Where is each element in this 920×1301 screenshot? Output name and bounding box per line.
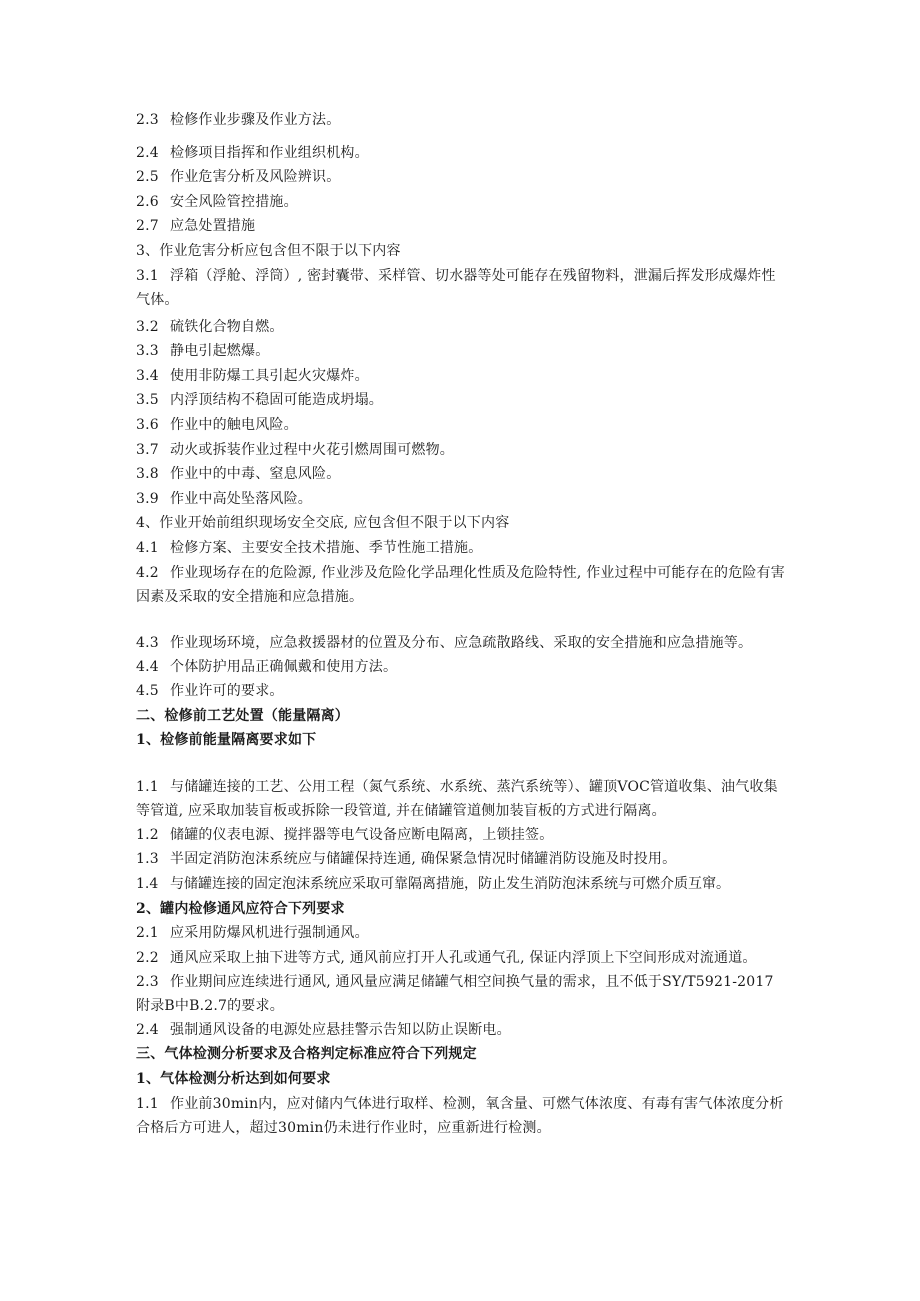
item-number: 3.8 (136, 466, 159, 483)
item-text: 内浮顶结构不稳固可能造成坍塌。 (170, 392, 383, 409)
item-text: 使用非防爆工具引起火灾爆炸。 (170, 367, 369, 384)
spacer (136, 609, 786, 631)
item-2-4 (136, 141, 786, 166)
item-2-3 (136, 108, 786, 133)
item-3-1 (136, 264, 786, 312)
item-text: 作业中的触电风险。 (170, 416, 298, 433)
item-1-3 (136, 847, 786, 872)
item-4-2 (136, 561, 786, 609)
item-number: 1.2 (136, 826, 159, 843)
item-text: 作业中的中毒、窒息风险。 (170, 466, 341, 483)
item-text: 半固定消防泡沫系统应与储罐保持连通, 确保紧急情况时储罐消防设施及时投用。 (170, 851, 677, 868)
item-number: 4.3 (136, 634, 159, 651)
section-4-heading: 4、作业开始前组织现场安全交底, 应包含但不限于以下内容 (136, 515, 510, 532)
item-text: 静电引起燃爆。 (170, 343, 270, 360)
item-2-7 (136, 214, 786, 239)
chapter-2-heading: 二、检修前工艺处置（能量隔离） (136, 707, 349, 724)
item-3-7 (136, 438, 786, 463)
item-number: 2.4 (136, 1021, 159, 1038)
spacer (136, 753, 786, 775)
item-3-5 (136, 388, 786, 413)
item-text: 与储罐连接的工艺、公用工程（氮气系统、水系统、蒸汽系统等）、罐顶VOC管道收集、油气收集等管道, 应采取加装盲板或拆除一段管道, 并在储罐管道侧加装盲板的方式进行隔离。 (136, 778, 778, 819)
subsection-2-heading: 2、罐内检修通风应符合下列要求 (136, 900, 345, 917)
item-number: 4.1 (136, 539, 159, 556)
item-text: 检修项目指挥和作业组织机构。 (170, 144, 369, 161)
item-number: 1.1 (136, 778, 159, 795)
item-text: 检修作业步骤及作业方法。 (170, 112, 341, 128)
item-number: 3.9 (136, 490, 159, 507)
item-number: 3.7 (136, 441, 159, 458)
item-text: 储罐的仪表电源、搅拌器等电气设备应断电隔离，上锁挂签。 (170, 826, 554, 843)
item-number: 1.3 (136, 851, 159, 868)
item-number: 3.4 (136, 367, 159, 384)
item-number: 1.1 (136, 1095, 159, 1112)
item-text: 作业现场环境，应急救援器材的位置及分布、应急疏散路线、采取的安全措施和应急措施等。 (170, 634, 753, 651)
item-text: 作业前30min内，应对储内气体进行取样、检测，氧含量、可燃气体浓度、有毒有害气体浓度分析合格后方可进人，超过30min仍未进行作业时，应重新进行检测。 (136, 1095, 784, 1136)
item-number: 4.4 (136, 658, 159, 675)
item-text: 作业现场存在的危险源, 作业涉及危险化学品理化性质及危险特性, 作业过程中可能存在的危险有害因素及采取的安全措施和应急措施。 (136, 564, 785, 605)
item-number: 2.1 (136, 925, 159, 942)
item-number: 2.2 (136, 949, 159, 966)
subsection-1-heading: 1、检修前能量隔离要求如下 (136, 732, 317, 749)
item-1-2 (136, 823, 786, 848)
item-4-5 (136, 679, 786, 704)
item-3-3 (136, 339, 786, 364)
item-text: 通风应采取上抽下进等方式, 通风前应打开人孔或通气孔, 保证内浮顶上下空间形成对流通道。 (170, 949, 757, 966)
item-1-1b (136, 1092, 786, 1140)
item-2-4b (136, 1018, 786, 1043)
item-text: 硫铁化合物自燃。 (170, 318, 284, 335)
item-text: 动火或拆装作业过程中火花引燃周围可燃物。 (170, 441, 454, 458)
item-number: 2.3 (136, 973, 159, 990)
item-number: 3.1 (136, 267, 159, 284)
section-3-heading: 3、作业危害分析应包含但不限于以下内容 (136, 242, 401, 259)
item-text: 浮箱（浮舱、浮筒）, 密封囊带、采样管、切水器等处可能存在残留物料，泄漏后挥发形成爆炸性气体。 (136, 267, 776, 308)
item-3-9 (136, 487, 786, 512)
item-3-6 (136, 413, 786, 438)
item-2-5 (136, 165, 786, 190)
item-number: 2.3 (136, 112, 159, 128)
item-4-3 (136, 631, 786, 655)
item-2-1 (136, 921, 786, 946)
item-number: 4.2 (136, 564, 159, 581)
item-text: 应急处置措施 (170, 218, 256, 235)
item-3-2 (136, 315, 786, 340)
item-number: 3.5 (136, 392, 159, 409)
item-number: 2.6 (136, 193, 159, 210)
item-text: 检修方案、主要安全技术措施、季节性施工措施。 (170, 539, 483, 556)
item-1-1 (136, 775, 786, 823)
item-text: 作业期间应连续进行通风, 通风量应满足储罐气相空间换气量的需求，且不低于SY/T5921-2017附录B中B.2.7的要求。 (136, 973, 774, 1014)
item-number: 2.5 (136, 169, 159, 186)
item-text: 与储罐连接的固定泡沫系统应采取可靠隔离措施，防止发生消防泡沫系统与可燃介质互窜。 (170, 876, 730, 893)
item-text: 个体防护用品正确佩戴和使用方法。 (170, 658, 398, 675)
item-2-6 (136, 190, 786, 215)
item-text: 作业危害分析及风险辨识。 (170, 169, 341, 186)
item-number: 4.5 (136, 683, 159, 700)
item-number: 3.3 (136, 343, 159, 360)
document-page (136, 108, 786, 1140)
item-text: 安全风险管控措施。 (170, 193, 298, 210)
item-text: 作业中高处坠落风险。 (170, 490, 312, 507)
item-3-8 (136, 462, 786, 487)
item-text: 强制通风设备的电源处应悬挂警示告知以防止误断电。 (170, 1021, 511, 1038)
item-number: 2.4 (136, 144, 159, 161)
item-2-3b (136, 970, 786, 1018)
item-text: 应采用防爆风机进行强制通风。 (170, 925, 369, 942)
subsection-3-1-heading: 1、气体检测分析达到如何要求 (136, 1071, 331, 1088)
item-3-4 (136, 364, 786, 389)
item-number: 1.4 (136, 876, 159, 893)
item-4-1 (136, 536, 786, 561)
item-1-4 (136, 872, 786, 897)
chapter-3-heading: 三、气体检测分析要求及合格判定标准应符合下列规定 (136, 1046, 477, 1063)
item-number: 3.2 (136, 318, 159, 335)
item-2-2 (136, 946, 786, 970)
item-text: 作业许可的要求。 (170, 683, 284, 700)
item-number: 2.7 (136, 218, 159, 235)
item-4-4 (136, 655, 786, 680)
item-number: 3.6 (136, 416, 159, 433)
